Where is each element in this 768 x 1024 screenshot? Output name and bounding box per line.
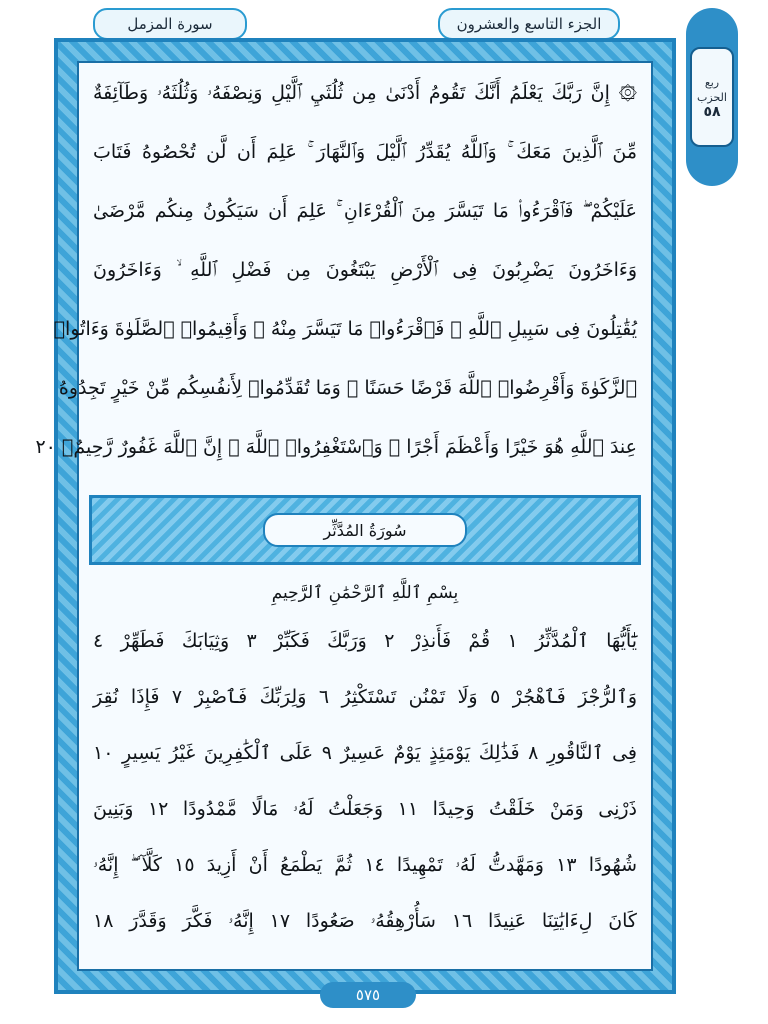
hizb-marker-inner	[690, 47, 734, 147]
verse-line: ٱلزَّكَوٰةَ وَأَقْرِضُوا۟ ٱللَّهَ قَرْضًا حَسَنًا ۚ وَمَا تُقَدِّمُوا۟ لِأَنفُسِكُم مِّنْ خَيْرٍ تَجِدُوهُ	[58, 377, 637, 399]
hizb-number: ٥٨	[703, 103, 721, 120]
verse-line: ذَرْنِى وَمَنْ خَلَقْتُ وَحِيدًا ١١ وَجَعَلْتُ لَهُۥ مَالًا مَّمْدُودًا ١٢ وَبَنِينَ	[93, 798, 638, 820]
verse-line: عِندَ ٱللَّهِ هُوَ خَيْرًا وَأَعْظَمَ أَجْرًا ۚ وَٱسْتَغْفِرُوا۟ ٱللَّهَ ۖ إِنَّ ٱللَّهَ غَفُورٌ رَّحِيمٌۢ ٢٠	[35, 436, 637, 458]
surah-title-banner	[89, 495, 641, 565]
verse-line: مِّنَ ٱلَّذِينَ مَعَكَ ۚ وَٱللَّهُ يُقَدِّرُ ٱلَّيْلَ وَٱلنَّهَارَ ۚ عَلِمَ أَن لَّن تُحْصُوهُ فَتَابَ	[93, 141, 637, 163]
verse-line: فِى ٱلنَّاقُورِ ٨ فَذَٰلِكَ يَوْمَئِذٍ يَوْمٌ عَسِيرٌ ٩ عَلَى ٱلْكَٰفِرِينَ غَيْرُ يَسِيرٍ ١٠	[93, 742, 638, 764]
text-area	[35, 61, 653, 971]
verse-line: ۞ إِنَّ رَبَّكَ يَعْلَمُ أَنَّكَ تَقُومُ أَدْنَىٰ مِن ثُلُثَيِ ٱلَّيْلِ وَنِصْفَهُۥ وَثُلُثَهُۥ وَطَآئِفَةٌ	[93, 82, 637, 104]
hizb-marker	[686, 8, 738, 186]
hizb-label-quarter: ربع	[704, 75, 720, 89]
surah-title: سُورَةُ المُدَّثِّر	[263, 513, 467, 547]
hizb-label: الحزب	[697, 90, 727, 104]
page-number: ٥٧٥	[320, 982, 416, 1008]
verse-line: يَٰٓأَيُّهَا ٱلْمُدَّثِّرُ ١ قُمْ فَأَنذِرْ ٢ وَرَبَّكَ فَكَبِّرْ ٣ وَثِيَابَكَ فَطَهِّرْ ٤	[93, 630, 637, 652]
verse-line: عَلَيْكُمْ ۖ فَٱقْرَءُوا۟ مَا تَيَسَّرَ مِنَ ٱلْقُرْءَانِ ۚ عَلِمَ أَن سَيَكُونُ مِنكُم مَّرْضَىٰ	[93, 200, 637, 222]
verse-line: شُهُودًا ١٣ وَمَهَّدتُّ لَهُۥ تَمْهِيدًا ١٤ ثُمَّ يَطْمَعُ أَنْ أَزِيدَ ١٥ كَلَّآ ۖ إِنَّهُۥ	[93, 854, 638, 876]
verse-line: وَءَاخَرُونَ يَضْرِبُونَ فِى ٱلْأَرْضِ يَبْتَغُونَ مِن فَضْلِ ٱللَّهِ ۙ وَءَاخَرُونَ	[93, 259, 637, 281]
page-frame	[35, 38, 676, 994]
juz-name-header: الجزء التاسع والعشرون	[438, 8, 620, 40]
verse-line: يُقَٰتِلُونَ فِى سَبِيلِ ٱللَّهِ ۖ فَٱقْرَءُوا۟ مَا تَيَسَّرَ مِنْهُ ۚ وَأَقِيمُوا۟ ٱلصَّلَوٰةَ وَءَاتُوا۟	[53, 318, 637, 340]
basmala: بِسْمِ ٱللَّهِ ٱلرَّحْمَٰنِ ٱلرَّحِيمِ	[271, 583, 459, 603]
verse-line: وَٱلرُّجْزَ فَٱهْجُرْ ٥ وَلَا تَمْنُن تَسْتَكْثِرُ ٦ وَلِرَبِّكَ فَٱصْبِرْ ٧ فَإِذَا نُقِرَ	[93, 686, 638, 708]
surah-name-header: سورة المزمل	[93, 8, 247, 40]
verse-line: كَانَ لِءَايَٰتِنَا عَنِيدًا ١٦ سَأُرْهِقُهُۥ صَعُودًا ١٧ إِنَّهُۥ فَكَّرَ وَقَدَّرَ ١٨	[93, 910, 637, 932]
